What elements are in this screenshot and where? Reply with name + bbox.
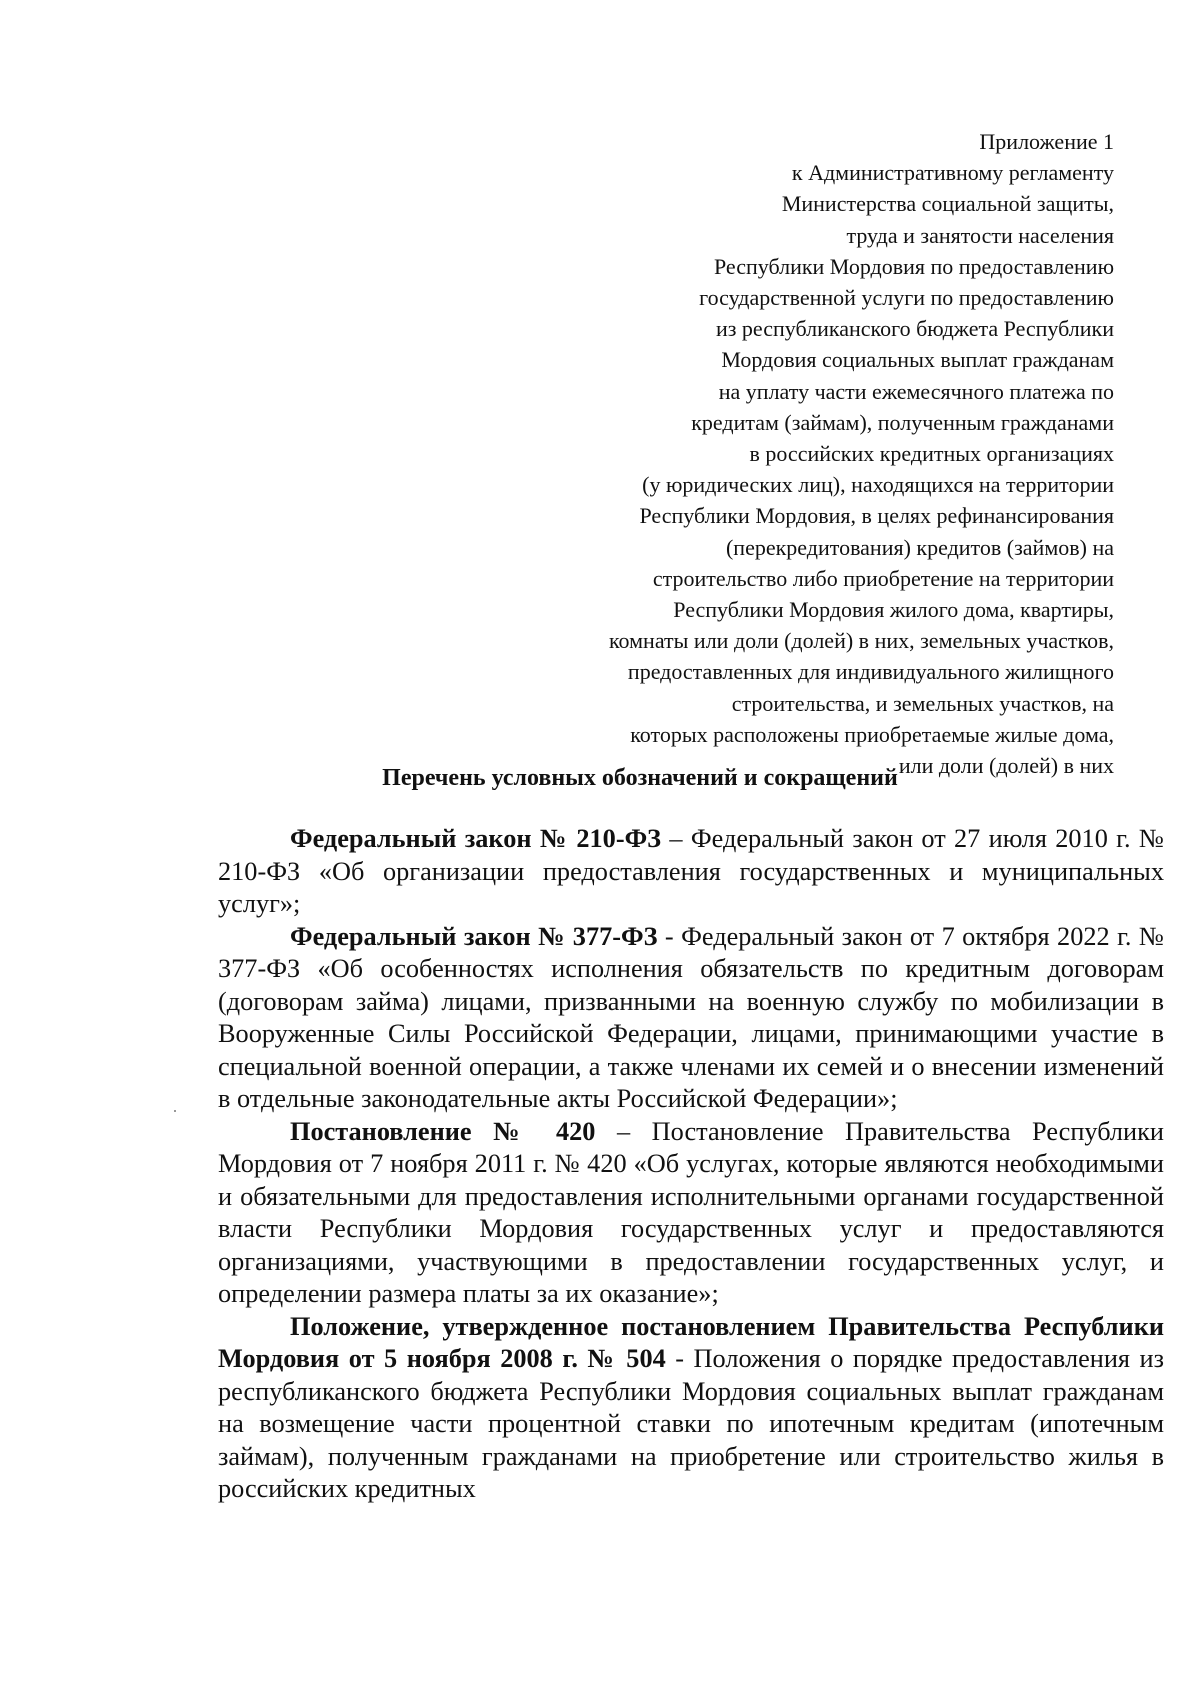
appendix-line: строительство либо приобретение на территории xyxy=(652,565,1114,591)
appendix-line: или доли (долей) в них xyxy=(898,753,1114,779)
definition-term: Федеральный закон № 377-ФЗ xyxy=(290,921,658,951)
appendix-line: (у юридических лиц), находящихся на территории xyxy=(642,472,1114,498)
appendix-line: Мордовия социальных выплат гражданам xyxy=(721,347,1114,373)
abbreviations-list xyxy=(218,823,1164,1506)
appendix-line: труда и занятости населения xyxy=(846,222,1114,248)
appendix-line: (перекредитования) кредитов (займов) на xyxy=(725,534,1114,560)
appendix-line: которых расположены приобретаемые жилые дома, xyxy=(630,721,1114,747)
appendix-line: из республиканского бюджета Республики xyxy=(715,316,1114,342)
appendix-line: предоставленных для индивидуального жилищного xyxy=(627,659,1114,685)
definition-term: Постановление № 420 xyxy=(290,1116,596,1146)
appendix-line: строительства, и земельных участков, на xyxy=(731,690,1114,716)
appendix-line: в российских кредитных организациях xyxy=(749,441,1114,467)
definition-entry xyxy=(218,823,1164,921)
appendix-line: Министерства социальной защиты, xyxy=(781,191,1114,217)
definition-term: Федеральный закон № 210-ФЗ xyxy=(290,824,662,853)
definition-entry xyxy=(218,921,1164,1116)
appendix-line: Республики Мордовия по предоставлению xyxy=(713,253,1114,279)
appendix-line: комнаты или доли (долей) в них, земельных участков, xyxy=(608,628,1114,654)
definition-entry xyxy=(218,1311,1164,1506)
appendix-header xyxy=(494,126,1114,781)
appendix-line: Приложение 1 xyxy=(979,129,1114,154)
appendix-line: к Административному регламенту xyxy=(791,160,1114,186)
definition-text: – Постановление Правительства Республики Мордовия от 7 ноября 2011 г. № 420 «Об услугах, которые являются необходимыми и обязательными для предоставления исполнительными органами государственной власти Республики Мордовия государственных услуг и предоставляются организациями, участвующими в предоставлении государственных услуг, и определении размера платы за их оказание»; xyxy=(218,1116,1164,1308)
appendix-line: Республики Мордовия, в целях рефинансирования xyxy=(639,503,1114,529)
appendix-line: на уплату части ежемесячного платежа по xyxy=(718,378,1114,404)
definition-text: - Федеральный закон от 7 октября 2022 г. № 377-ФЗ «Об особенностях исполнения обязательств по кредитным договорам (договорам займа) лицами, призванными на военную службу по мобилизации в Вооруженные Силы Российской Федерации, лицами, принимающими участие в специальной военной операции, а также членами их семей и о внесении изменений в отдельные законодательные акты Российской Федерации»; xyxy=(218,921,1164,1113)
document-title: Перечень условных обозначений и сокращений xyxy=(382,765,898,791)
appendix-line: Республики Мордовия жилого дома, квартиры, xyxy=(673,597,1114,623)
definition-entry xyxy=(218,1116,1164,1311)
definition-term: Положение, утвержденное постановлением Правительства Республики Мордовия от 5 ноября 2008 г. № 504 xyxy=(218,1311,1164,1373)
appendix-line: государственной услуги по предоставлению xyxy=(699,285,1114,311)
definition-text: – Федеральный закон от 27 июля 2010 г. № 210-ФЗ «Об организации предоставления государственных и муниципальных услуг»; xyxy=(218,824,1164,918)
definition-text: - Положения о порядке предоставления из республиканского бюджета Республики Мордовия социальных выплат гражданам на возмещение части процентной ставки по ипотечным кредитам (ипотечным займам), полученным гражданами на приобретение или строительство жилья в российских кредитных xyxy=(218,1344,1164,1503)
scan-speck xyxy=(174,1110,176,1112)
appendix-line: кредитам (займам), полученным гражданами xyxy=(691,409,1114,435)
